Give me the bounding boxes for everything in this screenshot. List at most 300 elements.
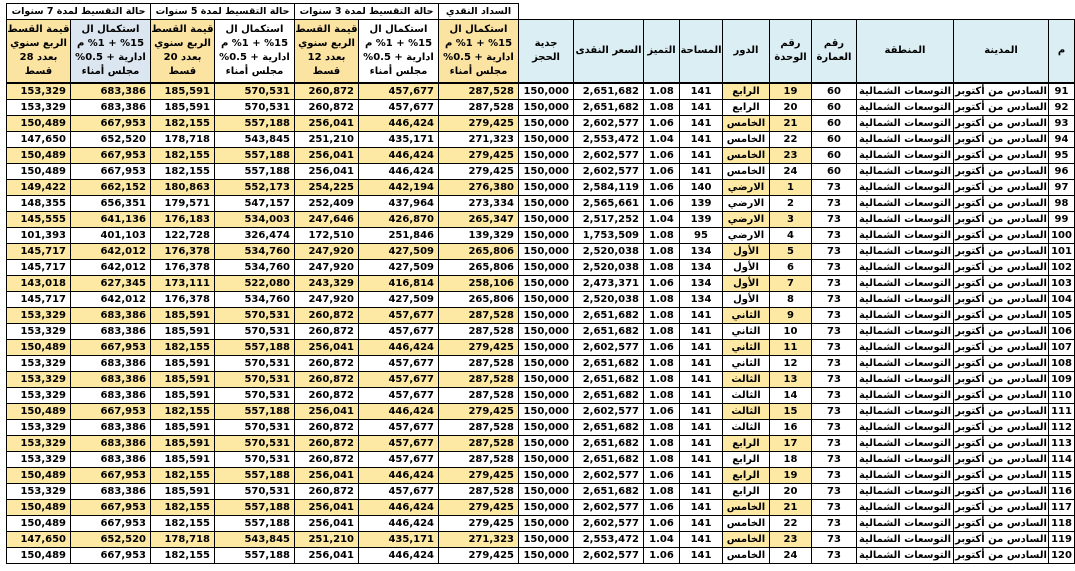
cell-floor: الثاني (723, 356, 770, 372)
cell-cash-complete: 271,323 (439, 532, 519, 548)
cell-region: التوسعات الشمالية (857, 420, 954, 436)
cell-region: التوسعات الشمالية (857, 484, 954, 500)
cell-floor: الأول (723, 276, 770, 292)
table-row (7, 484, 1075, 500)
cell-area: 141 (680, 548, 723, 564)
cell-c5: 557,188 (215, 148, 295, 164)
cell-deposit: 150,000 (519, 180, 574, 196)
cell-area: 95 (680, 228, 723, 244)
cell-building: 73 (812, 404, 857, 420)
cell-c3: 446,424 (359, 340, 439, 356)
cell-building: 60 (812, 100, 857, 116)
cell-cash-complete: 287,528 (439, 372, 519, 388)
cell-price: 1,753,509 (574, 228, 644, 244)
cell-unit: 23 (770, 148, 812, 164)
table-row (7, 404, 1075, 420)
cell-building: 73 (812, 308, 857, 324)
cell-floor: الثاني (723, 340, 770, 356)
cell-c7: 652,520 (71, 132, 151, 148)
table-row (7, 148, 1075, 164)
cell-floor: الأول (723, 260, 770, 276)
table-row (7, 260, 1075, 276)
cell-region: التوسعات الشمالية (857, 164, 954, 180)
group-header-spacer (519, 4, 1075, 20)
cell-price: 2,651,682 (574, 324, 644, 340)
cell-c3: 446,424 (359, 548, 439, 564)
cell-city: السادس من أكتوبر (954, 420, 1049, 436)
cell-c3: 446,424 (359, 148, 439, 164)
cell-c5: 557,188 (215, 340, 295, 356)
cell-area: 139 (680, 196, 723, 212)
cell-deposit: 150,000 (519, 260, 574, 276)
cell-premium: 1.08 (644, 83, 680, 100)
cell-q3: 247,646 (295, 212, 359, 228)
cell-city: السادس من أكتوبر (954, 180, 1049, 196)
cell-premium: 1.08 (644, 292, 680, 308)
header-q3: قيمة القسط الربع سنوي بعدد 12 قسط (295, 20, 359, 84)
cell-premium: 1.06 (644, 340, 680, 356)
cell-no: 111 (1049, 404, 1075, 420)
cell-price: 2,651,682 (574, 356, 644, 372)
cell-floor: الرابع (723, 452, 770, 468)
cell-q3: 243,329 (295, 276, 359, 292)
cell-floor: الثالث (723, 372, 770, 388)
table-row (7, 388, 1075, 404)
cell-q5: 176,378 (151, 260, 215, 276)
header-c7: استكمال ال 15% + 1% م ادارية + 0.5% مجلس أمناء (71, 20, 151, 84)
cell-area: 141 (680, 100, 723, 116)
table-row (7, 83, 1075, 100)
cell-q5: 185,591 (151, 83, 215, 100)
cell-unit: 22 (770, 516, 812, 532)
cell-c3: 457,677 (359, 100, 439, 116)
cell-building: 73 (812, 244, 857, 260)
cell-area: 141 (680, 308, 723, 324)
cell-q7: 153,329 (7, 436, 71, 452)
cell-building: 73 (812, 340, 857, 356)
cell-premium: 1.04 (644, 212, 680, 228)
cell-c7: 667,953 (71, 548, 151, 564)
cell-floor: الرابع (723, 100, 770, 116)
cell-q3: 260,872 (295, 372, 359, 388)
cell-price: 2,602,577 (574, 340, 644, 356)
cell-q7: 150,489 (7, 148, 71, 164)
cell-cash-complete: 287,528 (439, 83, 519, 100)
cell-deposit: 150,000 (519, 388, 574, 404)
cell-deposit: 150,000 (519, 420, 574, 436)
cell-cash-complete: 279,425 (439, 468, 519, 484)
cell-q3: 260,872 (295, 484, 359, 500)
cell-building: 73 (812, 420, 857, 436)
cell-unit: 24 (770, 164, 812, 180)
cell-no: 115 (1049, 468, 1075, 484)
cell-cash-complete: 287,528 (439, 420, 519, 436)
cell-price: 2,602,577 (574, 516, 644, 532)
cell-no: 97 (1049, 180, 1075, 196)
cell-c5: 570,531 (215, 308, 295, 324)
cell-region: التوسعات الشمالية (857, 436, 954, 452)
cell-deposit: 150,000 (519, 500, 574, 516)
cell-price: 2,602,577 (574, 468, 644, 484)
cell-city: السادس من أكتوبر (954, 244, 1049, 260)
cell-premium: 1.08 (644, 308, 680, 324)
cell-q5: 178,718 (151, 132, 215, 148)
cell-premium: 1.04 (644, 132, 680, 148)
cell-floor: الرابع (723, 468, 770, 484)
cell-cash-complete: 279,425 (439, 148, 519, 164)
cell-premium: 1.08 (644, 452, 680, 468)
cell-q5: 179,571 (151, 196, 215, 212)
cell-q7: 153,329 (7, 100, 71, 116)
cell-c7: 667,953 (71, 500, 151, 516)
cell-city: السادس من أكتوبر (954, 500, 1049, 516)
cell-deposit: 150,000 (519, 244, 574, 260)
cell-city: السادس من أكتوبر (954, 164, 1049, 180)
cell-cash-complete: 279,425 (439, 164, 519, 180)
cell-c7: 642,012 (71, 244, 151, 260)
cell-q3: 260,872 (295, 436, 359, 452)
cell-floor: الخامس (723, 148, 770, 164)
cell-premium: 1.08 (644, 244, 680, 260)
table-row (7, 164, 1075, 180)
cell-c5: 570,531 (215, 484, 295, 500)
cell-q5: 122,728 (151, 228, 215, 244)
cell-q7: 149,422 (7, 180, 71, 196)
cell-cash-complete: 287,528 (439, 452, 519, 468)
cell-area: 141 (680, 468, 723, 484)
cell-no: 116 (1049, 484, 1075, 500)
cell-c7: 683,386 (71, 83, 151, 100)
cell-q3: 260,872 (295, 356, 359, 372)
cell-q5: 182,155 (151, 516, 215, 532)
cell-unit: 3 (770, 212, 812, 228)
cell-area: 141 (680, 404, 723, 420)
cell-area: 141 (680, 436, 723, 452)
cell-unit: 11 (770, 340, 812, 356)
cell-premium: 1.06 (644, 548, 680, 564)
cell-building: 73 (812, 324, 857, 340)
cell-no: 99 (1049, 212, 1075, 228)
cell-region: التوسعات الشمالية (857, 132, 954, 148)
cell-c3: 427,509 (359, 244, 439, 260)
cell-price: 2,651,682 (574, 484, 644, 500)
cell-premium: 1.06 (644, 276, 680, 292)
cell-deposit: 150,000 (519, 436, 574, 452)
cell-c3: 427,509 (359, 260, 439, 276)
cell-deposit: 150,000 (519, 116, 574, 132)
cell-q7: 153,329 (7, 308, 71, 324)
cell-cash-complete: 287,528 (439, 388, 519, 404)
cell-c3: 446,424 (359, 116, 439, 132)
cell-no: 118 (1049, 516, 1075, 532)
cell-premium: 1.06 (644, 500, 680, 516)
header-c3: استكمال ال 15% + 1% م ادارية + 0.5% مجلس أمناء (359, 20, 439, 84)
cell-q3: 260,872 (295, 100, 359, 116)
cell-q3: 260,872 (295, 452, 359, 468)
cell-deposit: 150,000 (519, 308, 574, 324)
cell-unit: 21 (770, 116, 812, 132)
cell-price: 2,651,682 (574, 372, 644, 388)
cell-q5: 182,155 (151, 548, 215, 564)
cell-unit: 6 (770, 260, 812, 276)
header-area: المساحة (680, 20, 723, 84)
cell-q5: 185,591 (151, 436, 215, 452)
cell-premium: 1.06 (644, 468, 680, 484)
cell-area: 141 (680, 452, 723, 468)
cell-c7: 667,953 (71, 116, 151, 132)
cell-cash-complete: 265,806 (439, 244, 519, 260)
table-row (7, 516, 1075, 532)
cell-cash-complete: 287,528 (439, 484, 519, 500)
cell-q7: 153,329 (7, 324, 71, 340)
cell-premium: 1.08 (644, 388, 680, 404)
cell-c7: 667,953 (71, 468, 151, 484)
cell-premium: 1.08 (644, 100, 680, 116)
cell-no: 92 (1049, 100, 1075, 116)
cell-q5: 180,863 (151, 180, 215, 196)
cell-building: 73 (812, 436, 857, 452)
cell-c5: 534,760 (215, 260, 295, 276)
cell-cash-complete: 265,806 (439, 292, 519, 308)
cell-floor: الخامس (723, 516, 770, 532)
table-row (7, 468, 1075, 484)
cell-city: السادس من أكتوبر (954, 228, 1049, 244)
cell-area: 140 (680, 180, 723, 196)
table-row (7, 500, 1075, 516)
cell-region: التوسعات الشمالية (857, 196, 954, 212)
cell-c7: 683,386 (71, 100, 151, 116)
cell-region: التوسعات الشمالية (857, 244, 954, 260)
cell-city: السادس من أكتوبر (954, 148, 1049, 164)
cell-region: التوسعات الشمالية (857, 260, 954, 276)
cell-deposit: 150,000 (519, 212, 574, 228)
header-price: السعر النقدى (574, 20, 644, 84)
cell-region: التوسعات الشمالية (857, 292, 954, 308)
cell-cash-complete: 139,329 (439, 228, 519, 244)
cell-city: السادس من أكتوبر (954, 116, 1049, 132)
cell-price: 2,517,252 (574, 212, 644, 228)
cell-price: 2,602,577 (574, 164, 644, 180)
cell-deposit: 150,000 (519, 164, 574, 180)
cell-c5: 557,188 (215, 548, 295, 564)
cell-q5: 176,378 (151, 292, 215, 308)
cell-q7: 153,329 (7, 484, 71, 500)
header-c5: استكمال ال 15% + 1% م ادارية + 0.5% مجلس أمناء (215, 20, 295, 84)
cell-c3: 457,677 (359, 420, 439, 436)
cell-no: 107 (1049, 340, 1075, 356)
cell-c7: 667,953 (71, 404, 151, 420)
cell-region: التوسعات الشمالية (857, 116, 954, 132)
table-row (7, 244, 1075, 260)
cell-area: 134 (680, 244, 723, 260)
cell-q3: 260,872 (295, 308, 359, 324)
table-row (7, 452, 1075, 468)
cell-deposit: 150,000 (519, 468, 574, 484)
cell-region: التوسعات الشمالية (857, 452, 954, 468)
cell-cash-complete: 265,806 (439, 260, 519, 276)
cell-building: 73 (812, 292, 857, 308)
cell-area: 141 (680, 420, 723, 436)
cell-price: 2,602,577 (574, 548, 644, 564)
cell-cash-complete: 279,425 (439, 340, 519, 356)
cell-q3: 254,225 (295, 180, 359, 196)
cell-area: 134 (680, 276, 723, 292)
cell-unit: 20 (770, 100, 812, 116)
cell-region: التوسعات الشمالية (857, 308, 954, 324)
cell-no: 119 (1049, 532, 1075, 548)
cell-q7: 148,355 (7, 196, 71, 212)
cell-c5: 557,188 (215, 164, 295, 180)
header-no: م (1049, 20, 1075, 84)
cell-price: 2,553,472 (574, 532, 644, 548)
cell-q7: 150,489 (7, 340, 71, 356)
cell-q7: 153,329 (7, 356, 71, 372)
cell-floor: الخامس (723, 500, 770, 516)
cell-c3: 435,171 (359, 132, 439, 148)
cell-q3: 256,041 (295, 468, 359, 484)
cell-c3: 457,677 (359, 372, 439, 388)
cell-premium: 1.08 (644, 436, 680, 452)
cell-no: 108 (1049, 356, 1075, 372)
cell-region: التوسعات الشمالية (857, 324, 954, 340)
cell-region: التوسعات الشمالية (857, 388, 954, 404)
cell-premium: 1.04 (644, 532, 680, 548)
cell-c7: 642,012 (71, 260, 151, 276)
cell-q3: 252,409 (295, 196, 359, 212)
cell-q7: 147,650 (7, 532, 71, 548)
cell-c5: 557,188 (215, 116, 295, 132)
cell-region: التوسعات الشمالية (857, 516, 954, 532)
cell-building: 73 (812, 484, 857, 500)
table-row (7, 116, 1075, 132)
cell-region: التوسعات الشمالية (857, 212, 954, 228)
cell-cash-complete: 273,334 (439, 196, 519, 212)
table-row (7, 212, 1075, 228)
cell-no: 113 (1049, 436, 1075, 452)
cell-c5: 570,531 (215, 100, 295, 116)
cell-deposit: 150,000 (519, 132, 574, 148)
cell-price: 2,602,577 (574, 148, 644, 164)
table-row (7, 196, 1075, 212)
cell-floor: الارضي (723, 180, 770, 196)
cell-c5: 570,531 (215, 420, 295, 436)
cell-q7: 150,489 (7, 404, 71, 420)
cell-cash-complete: 271,323 (439, 132, 519, 148)
cell-q3: 260,872 (295, 324, 359, 340)
cell-area: 141 (680, 356, 723, 372)
cell-c7: 662,152 (71, 180, 151, 196)
cell-premium: 1.06 (644, 164, 680, 180)
cell-region: التوسعات الشمالية (857, 83, 954, 100)
cell-price: 2,584,119 (574, 180, 644, 196)
cell-city: السادس من أكتوبر (954, 196, 1049, 212)
cell-building: 73 (812, 388, 857, 404)
cell-q3: 256,041 (295, 516, 359, 532)
cell-c3: 435,171 (359, 532, 439, 548)
cell-q7: 145,717 (7, 260, 71, 276)
cell-area: 141 (680, 324, 723, 340)
cell-building: 73 (812, 516, 857, 532)
cell-cash-complete: 279,425 (439, 404, 519, 420)
cell-area: 141 (680, 148, 723, 164)
cell-premium: 1.08 (644, 420, 680, 436)
cell-c3: 457,677 (359, 452, 439, 468)
cell-c3: 446,424 (359, 404, 439, 420)
cell-city: السادس من أكتوبر (954, 308, 1049, 324)
cell-building: 73 (812, 372, 857, 388)
cell-q3: 172,510 (295, 228, 359, 244)
cell-deposit: 150,000 (519, 83, 574, 100)
cell-c3: 446,424 (359, 500, 439, 516)
table-row (7, 132, 1075, 148)
cell-c5: 557,188 (215, 516, 295, 532)
cell-building: 73 (812, 452, 857, 468)
cell-premium: 1.06 (644, 180, 680, 196)
header-unit: رقم الوحدة (770, 20, 812, 84)
cell-building: 60 (812, 116, 857, 132)
cell-no: 117 (1049, 500, 1075, 516)
cell-deposit: 150,000 (519, 516, 574, 532)
cell-q3: 256,041 (295, 404, 359, 420)
cell-deposit: 150,000 (519, 484, 574, 500)
cell-deposit: 150,000 (519, 148, 574, 164)
cell-deposit: 150,000 (519, 228, 574, 244)
header-building: رقم العمارة (812, 20, 857, 84)
cell-deposit: 150,000 (519, 532, 574, 548)
cell-c5: 543,845 (215, 132, 295, 148)
cell-price: 2,520,038 (574, 292, 644, 308)
cell-price: 2,651,682 (574, 452, 644, 468)
cell-c5: 570,531 (215, 452, 295, 468)
table-row (7, 324, 1075, 340)
cell-region: التوسعات الشمالية (857, 356, 954, 372)
cell-region: التوسعات الشمالية (857, 340, 954, 356)
cell-premium: 1.06 (644, 196, 680, 212)
cell-c5: 570,531 (215, 83, 295, 100)
cell-floor: الخامس (723, 548, 770, 564)
cell-q3: 251,210 (295, 132, 359, 148)
cell-c3: 446,424 (359, 164, 439, 180)
table-row (7, 180, 1075, 196)
cell-area: 141 (680, 116, 723, 132)
cell-cash-complete: 279,425 (439, 500, 519, 516)
cell-unit: 8 (770, 292, 812, 308)
cell-floor: الخامس (723, 132, 770, 148)
cell-c7: 683,386 (71, 388, 151, 404)
cell-q7: 101,393 (7, 228, 71, 244)
cell-q7: 153,329 (7, 83, 71, 100)
cell-unit: 15 (770, 404, 812, 420)
cell-q3: 256,041 (295, 340, 359, 356)
units-price-table (6, 3, 1075, 564)
cell-floor: الرابع (723, 436, 770, 452)
cell-c5: 570,531 (215, 372, 295, 388)
cell-c7: 683,386 (71, 308, 151, 324)
cell-building: 73 (812, 260, 857, 276)
table-row (7, 100, 1075, 116)
cell-region: التوسعات الشمالية (857, 548, 954, 564)
cell-building: 73 (812, 228, 857, 244)
cell-q5: 185,591 (151, 356, 215, 372)
cell-building: 73 (812, 276, 857, 292)
cell-region: التوسعات الشمالية (857, 148, 954, 164)
cell-c5: 557,188 (215, 500, 295, 516)
cell-c7: 683,386 (71, 436, 151, 452)
cell-unit: 4 (770, 228, 812, 244)
cell-q7: 145,717 (7, 292, 71, 308)
cell-price: 2,651,682 (574, 436, 644, 452)
cell-c7: 683,386 (71, 484, 151, 500)
